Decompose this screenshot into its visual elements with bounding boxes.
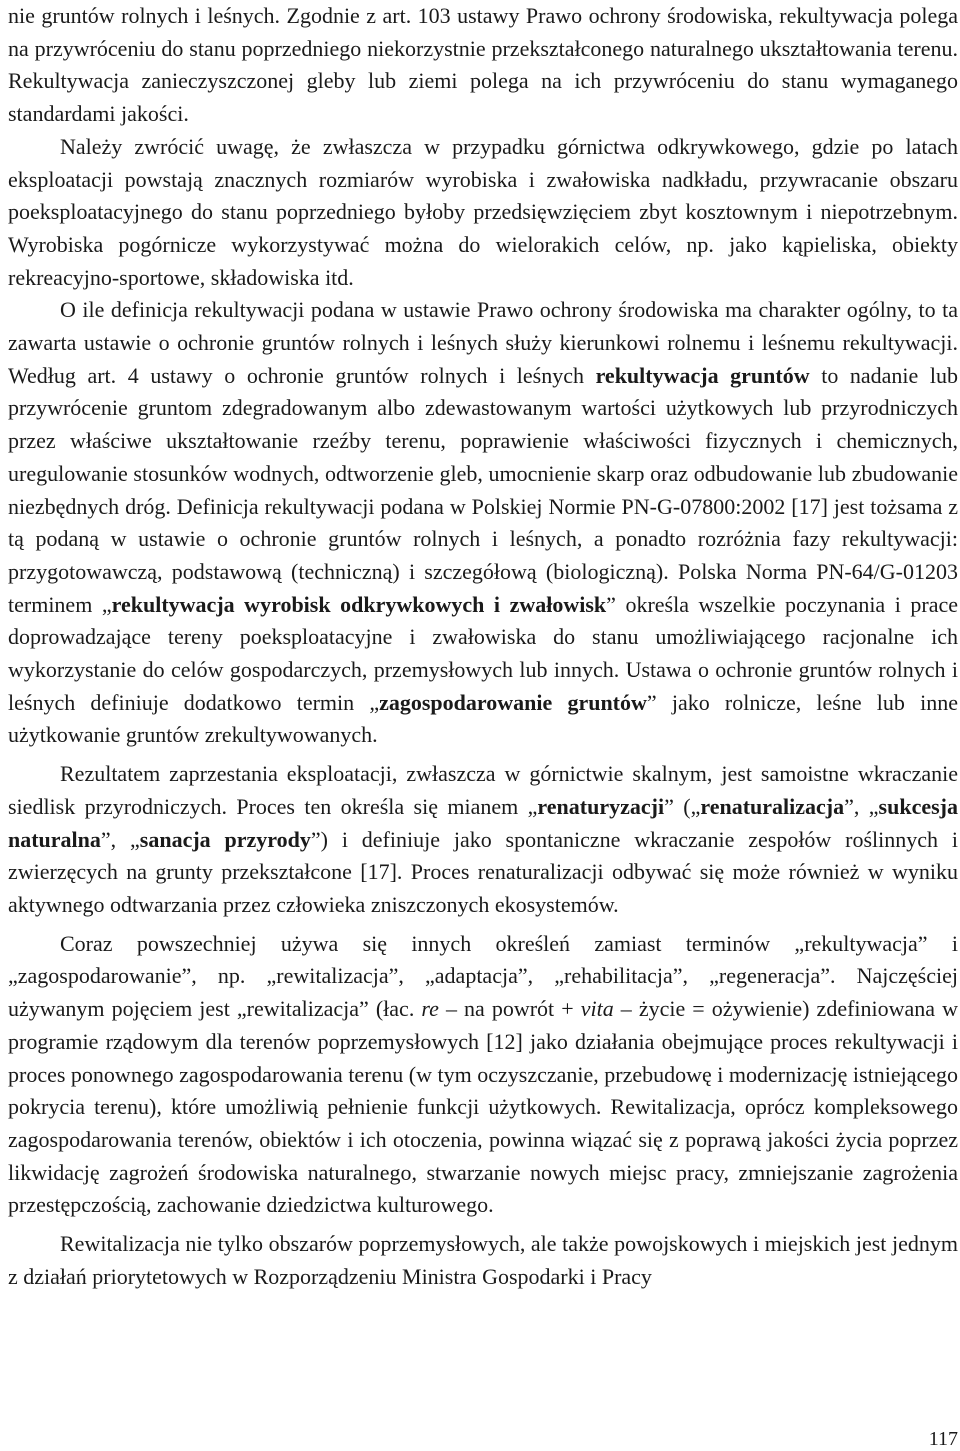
bold-term: sukcesja naturalna <box>8 793 958 852</box>
text-run: nie gruntów rolnych i leśnych. Zgodnie z art. 103 ustawy Prawo ochrony środowiska, rekultywacja polega na przywróceniu do stanu poprzedniego niekorzystnie przekształconego naturalnego ukształtowania terenu. Rekultywacja zanieczyszczonej gleby lub ziemi polega na ich przywróceniu do stanu wymaganego standardami jakości. <box>8 3 958 127</box>
text-run: ” jako rolnicze, leśne lub inne użytkowanie gruntów zrekultywowanych. <box>8 689 958 748</box>
bold-term: rekultywacja wyrobisk odkrywkowych i zwałowisk <box>111 591 607 617</box>
text-run: O ile definicja rekultywacji podana w ustawie Prawo ochrony środowiska ma charakter ogólny, to ta zawarta ustawie o ochronie gruntów rolnych i leśnych służy kierunkowi rolnemu i leśnemu rekultywacji. Według art. 4 ustawy o ochronie gruntów rolnych i leśnych <box>8 297 958 388</box>
bold-term: rekultywacja gruntów <box>595 362 810 388</box>
text-run: Coraz powszechniej używa się innych określeń zamiast terminów „rekultywacja” i „zagospodarowanie”, np. „rewitalizacja”, „adaptacja”, „rehabilitacja”, „regeneracja”. Najczęściej używanym pojęciem jest „rewitalizacja” (łac. <box>8 930 958 1022</box>
text-run: ” („ <box>664 793 701 819</box>
page-number: 117 <box>928 1428 958 1450</box>
bold-term: zagospodarowanie gruntów <box>379 689 647 715</box>
text-run: ”, „ <box>844 793 879 819</box>
text-run: Rewitalizacja nie tylko obszarów poprzemysłowych, ale także powojskowych i miejskich jest jednym z działań priorytetowych w Rozporządzeniu Ministra Gospodarki i Pracy <box>8 1231 958 1289</box>
text-run: ” określa wszelkie poczynania i prace doprowadzające tereny poeksploatacyjne i zwałowiska do stanu umożliwiającego racjonalne ich wykorzystanie do celów gospodarczych, przemysłowych lub innych. Ustawa o ochronie gruntów rolnych i leśnych definiuje dodatkowo termin „ <box>8 591 959 715</box>
text-run: ”, „ <box>100 826 140 852</box>
page-body <box>8 0 958 1293</box>
italic-term: vita <box>580 996 614 1022</box>
paragraph-5 <box>8 928 958 1222</box>
text-run: Rezultatem zaprzestania eksploatacji, zwłaszcza w górnictwie skalnym, jest samoistne wkraczanie siedlisk przyrodniczych. Proces ten określa się mianem „ <box>8 761 958 819</box>
italic-term: re <box>421 996 439 1022</box>
paragraph-1 <box>8 0 958 131</box>
bold-term: sanacja przyrody <box>139 826 311 852</box>
paragraph-4 <box>8 758 958 922</box>
text-run: ”) i definiuje jako spontaniczne wkraczanie zespołów roślinnych i zwierzęcych na grunty przekształcone [17]. Proces renaturalizacji odbywać się może również w wyniku aktywnego odtwarzania przez człowieka zniszczonych ekosystemów. <box>8 826 958 917</box>
bold-term: renaturyzacji <box>537 793 665 819</box>
text-run: – na powrót + <box>438 996 581 1022</box>
paragraph-3 <box>8 294 958 752</box>
bold-term: renaturalizacja <box>700 793 845 819</box>
text-run: Należy zwrócić uwagę, że zwłaszcza w przypadku górnictwa odkrywkowego, gdzie po latach eksploatacji powstają znacznych rozmiarów wyrobiska i zwałowiska nadkładu, przywracanie obszaru poeksploatacyjnego do stanu poprzedniego byłoby przedsięwzięciem zbyt kosztownym i niepotrzebnym. Wyrobiska pogórnicze wykorzystywać można do wielorakich celów, np. jako kąpieliska, obiekty rekreacyjno-sportowe, składowiska itd. <box>8 133 958 290</box>
paragraph-6 <box>8 1228 958 1293</box>
text-run: to nadanie lub przywrócenie gruntom zdegradowanym albo zdewastowanym wartości użytkowych lub przyrodniczych przez właściwe ukształtowanie rzeźby terenu, poprawienie właściwości fizycznych i chemicznych, uregulowanie stosunków wodnych, odtworzenie gleb, umocnienie skarp oraz odbudowanie lub zbudowanie niezbędnych dróg. Definicja rekultywacji podana w Polskiej Normie PN-G-07800:2002 [17] jest tożsama z tą podaną w ustawie o ochronie gruntów rolnych i leśnych, a ponadto rozróżnia fazy rekultywacji: przygotowawczą, podstawową (techniczną) i szczegółową (biologiczną). Polska Norma PN-64/G-01203 terminem „ <box>8 362 959 617</box>
paragraph-2 <box>8 131 958 295</box>
text-run: – życie = ożywienie) zdefiniowana w programie rządowym dla terenów poprzemysłowych [12] jako działania obejmujące proces rekultywacji i proces ponownego zagospodarowania terenu (w tym oczyszczanie, przebudowę i modernizację istniejącego pokrycia terenu), które umożliwią pełnienie funkcji użytkowych. Rewitalizacja, oprócz kompleksowego zagospodarowania terenów, obiektów i ich otoczenia, powinna wiązać się z poprawą jakości życia poprzez likwidację zagrożeń środowiska naturalnego, stwarzanie nowych miejsc pracy, zmniejszanie zagrożenia przestępczością, zachowanie dziedzictwa kulturowego. <box>8 996 958 1218</box>
